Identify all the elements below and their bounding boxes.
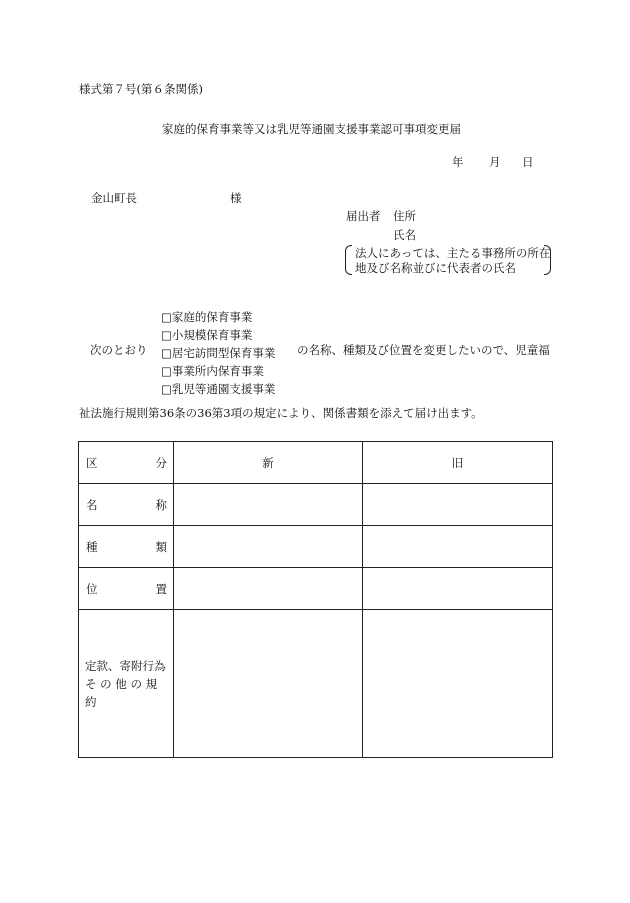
row-label-char-2: 称	[155, 497, 167, 512]
note-line-1: 法人にあっては、主たる事務所の所在	[355, 246, 551, 260]
header-category-char-1: 区	[86, 455, 98, 470]
table-row-name	[79, 484, 553, 526]
new-articles-cell[interactable]	[174, 610, 363, 758]
body-prefix: 次のとおり	[90, 343, 148, 357]
table-row-type	[79, 526, 553, 568]
header-old: 旧	[363, 442, 553, 484]
row-label-char-1: 名	[86, 497, 98, 512]
option-infant-support[interactable]: □乳児等通園支援事業	[161, 382, 276, 396]
old-articles-cell[interactable]	[363, 610, 553, 758]
notifier-label: 届出者	[346, 209, 381, 223]
date-day: 日	[522, 155, 534, 169]
new-name-cell[interactable]	[174, 484, 363, 526]
body-line-2: 祉法施行規則第36条の36第3項の規定により、関係書類を添えて届け出ます。	[79, 406, 483, 420]
row-label-line-1: 定款、寄附行為	[85, 658, 166, 673]
header-category	[79, 442, 174, 484]
header-category-char-2: 分	[155, 455, 167, 470]
row-label-char-2: 置	[155, 581, 167, 596]
table-row-articles	[79, 610, 553, 758]
row-label	[79, 526, 174, 568]
addressee-honorific: 様	[230, 191, 242, 205]
date-year: 年	[452, 155, 464, 169]
row-label	[79, 568, 174, 610]
old-name-cell[interactable]	[363, 484, 553, 526]
body-suffix: の名称、種類及び位置を変更したいので、児童福	[297, 343, 550, 357]
name-label: 氏名	[393, 228, 416, 242]
option-small-scale-childcare[interactable]: □小規模保育事業	[161, 328, 253, 342]
change-table	[78, 441, 553, 758]
table-row-location	[79, 568, 553, 610]
old-location-cell[interactable]	[363, 568, 553, 610]
new-type-cell[interactable]	[174, 526, 363, 568]
option-home-visit-childcare[interactable]: □居宅訪問型保育事業	[161, 346, 276, 360]
row-label-line-2: そ の 他 の 規 約	[85, 676, 158, 709]
header-new: 新	[174, 442, 363, 484]
date-month: 月	[489, 155, 501, 169]
row-label-char-1: 種	[86, 539, 98, 554]
option-home-childcare[interactable]: □家庭的保育事業	[161, 310, 253, 324]
addressee-name: 金山町長	[91, 191, 137, 205]
form-number: 様式第７号(第６条関係)	[79, 82, 203, 96]
row-label-char-1: 位	[86, 581, 98, 596]
note-line-2: 地及び名称並びに代表者の氏名	[355, 261, 516, 275]
row-label	[79, 610, 174, 758]
address-label: 住所	[393, 209, 416, 223]
row-label	[79, 484, 174, 526]
row-label-char-2: 類	[155, 539, 167, 554]
form-title: 家庭的保育事業等又は乳児等通園支援事業認可事項変更届	[162, 122, 461, 136]
table-header-row	[79, 442, 553, 484]
facility-type-options	[161, 308, 275, 398]
old-type-cell[interactable]	[363, 526, 553, 568]
option-workplace-childcare[interactable]: □事業所内保育事業	[161, 364, 264, 378]
note-bracket-left	[345, 245, 352, 275]
new-location-cell[interactable]	[174, 568, 363, 610]
